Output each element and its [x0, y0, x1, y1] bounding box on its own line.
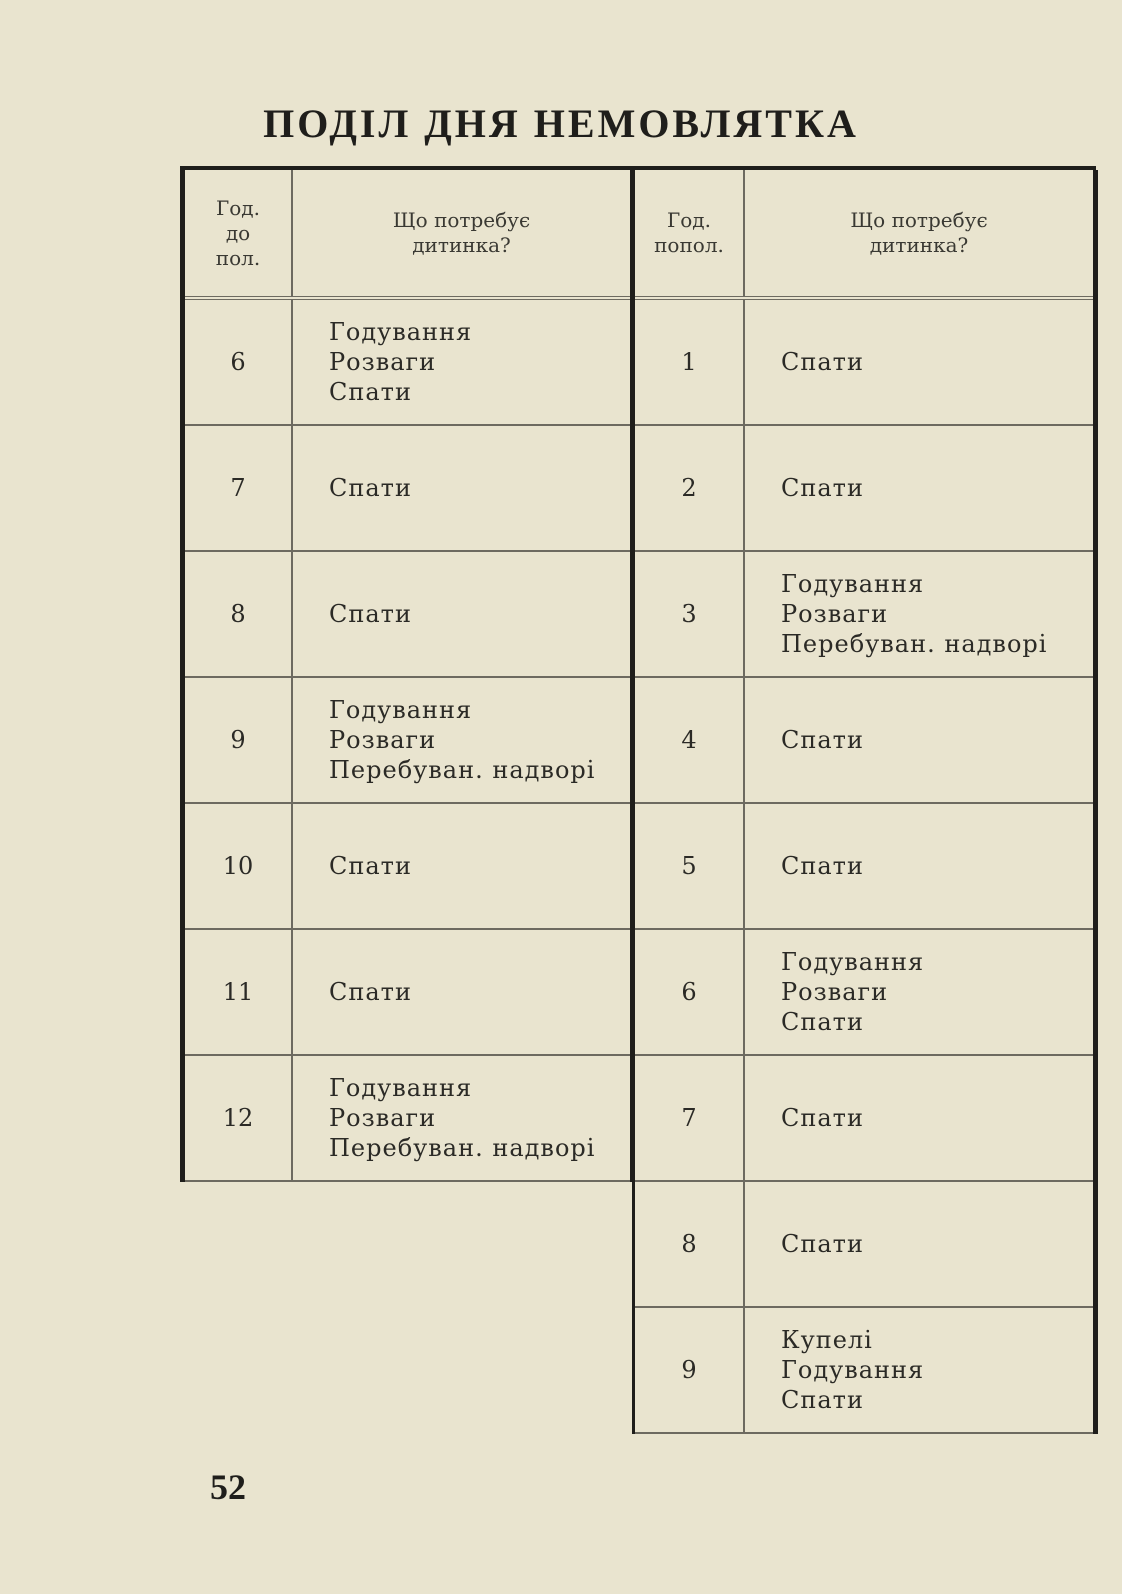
table-row	[185, 1056, 630, 1182]
needs-cell	[293, 804, 630, 928]
needs-cell	[745, 300, 1093, 424]
table-row	[635, 930, 1093, 1056]
need-item: Спати	[781, 726, 864, 754]
need-item: Спати	[781, 474, 864, 502]
table-row	[635, 552, 1093, 678]
hour-value: 1	[681, 348, 697, 376]
schedule-table-morning	[180, 170, 635, 1182]
needs-cell	[745, 1056, 1093, 1180]
need-item: Спати	[781, 1230, 864, 1258]
needs-cell	[293, 1056, 630, 1180]
needs-column-header-text: Що потребує дитинка?	[392, 208, 531, 257]
table-row	[185, 804, 630, 930]
need-item: Спати	[329, 852, 412, 880]
need-item: Годування	[781, 570, 925, 598]
need-item: Розваги	[329, 726, 437, 754]
needs-list	[329, 1073, 595, 1163]
needs-list	[781, 1325, 924, 1415]
needs-list	[781, 569, 1047, 659]
table-row	[635, 426, 1093, 552]
hour-cell	[635, 300, 745, 424]
needs-column-header	[293, 170, 630, 296]
need-item: Спати	[781, 1104, 864, 1132]
need-item: Розваги	[329, 348, 437, 376]
hour-value: 11	[222, 978, 254, 1006]
hour-cell	[635, 552, 745, 676]
hour-cell	[635, 930, 745, 1054]
needs-column-header	[745, 170, 1093, 296]
hour-column-header-text: Год. попол.	[654, 208, 724, 257]
hour-value: 8	[230, 600, 246, 628]
hour-column-header	[185, 170, 293, 296]
table-row	[185, 678, 630, 804]
table-row	[185, 300, 630, 426]
page-title: ПОДІЛ ДНЯ НЕМОВЛЯТКА	[263, 101, 859, 146]
hour-value: 2	[681, 474, 697, 502]
table-row	[185, 930, 630, 1056]
needs-cell	[745, 804, 1093, 928]
need-item: Спати	[781, 1008, 864, 1036]
hour-cell	[185, 426, 293, 550]
hour-column-header-text: Год. до пол.	[215, 195, 261, 270]
table-row	[185, 426, 630, 552]
hour-cell	[635, 1056, 745, 1180]
page-number: 52	[210, 1467, 246, 1507]
hour-value: 7	[681, 1104, 697, 1132]
table-row	[635, 1308, 1093, 1434]
needs-cell	[293, 930, 630, 1054]
table-body	[635, 300, 1093, 1434]
hour-value: 6	[681, 978, 697, 1006]
needs-cell	[293, 426, 630, 550]
need-item: Перебуван. надворі	[781, 630, 1048, 658]
table-header-row	[635, 170, 1093, 300]
hour-value: 6	[230, 348, 246, 376]
hour-cell	[185, 930, 293, 1054]
hour-cell	[185, 804, 293, 928]
need-item: Годування	[781, 948, 925, 976]
needs-cell	[745, 426, 1093, 550]
table-body	[185, 300, 630, 1182]
needs-cell	[293, 678, 630, 802]
hour-value: 8	[681, 1230, 697, 1258]
needs-cell	[745, 930, 1093, 1054]
hour-cell	[635, 1308, 745, 1432]
needs-cell	[745, 552, 1093, 676]
needs-cell	[745, 678, 1093, 802]
hour-value: 5	[681, 852, 697, 880]
hour-value: 12	[222, 1104, 254, 1132]
needs-list	[329, 599, 412, 629]
needs-cell	[745, 1308, 1093, 1432]
hour-cell	[635, 426, 745, 550]
hour-cell	[185, 678, 293, 802]
needs-list	[329, 851, 412, 881]
schedule-table-afternoon	[632, 170, 1098, 1434]
needs-list	[329, 473, 412, 503]
needs-column-header-text: Що потребує дитинка?	[850, 208, 988, 257]
table-row	[635, 1056, 1093, 1182]
hour-cell	[635, 1182, 745, 1306]
need-item: Розваги	[329, 1104, 437, 1132]
needs-list	[781, 1103, 864, 1133]
need-item: Годування	[329, 318, 473, 346]
needs-list	[781, 1229, 864, 1259]
table-row	[635, 1182, 1093, 1308]
table-row	[635, 804, 1093, 930]
hour-value: 9	[681, 1356, 697, 1384]
needs-cell	[745, 1182, 1093, 1306]
need-item: Годування	[329, 696, 473, 724]
hour-value: 4	[681, 726, 697, 754]
need-item: Перебуван. надворі	[329, 756, 596, 784]
need-item: Спати	[329, 378, 412, 406]
table-row	[635, 300, 1093, 426]
hour-value: 3	[681, 600, 697, 628]
need-item: Годування	[781, 1356, 925, 1384]
needs-list	[781, 473, 864, 503]
hour-cell	[185, 1056, 293, 1180]
needs-list	[329, 695, 595, 785]
need-item: Розваги	[781, 600, 889, 628]
hour-column-header	[635, 170, 745, 296]
table-header-row	[185, 170, 630, 300]
needs-cell	[293, 552, 630, 676]
needs-list	[329, 317, 472, 407]
need-item: Годування	[329, 1074, 473, 1102]
need-item: Спати	[781, 852, 864, 880]
needs-list	[781, 851, 864, 881]
table-row	[635, 678, 1093, 804]
hour-cell	[185, 552, 293, 676]
needs-list	[781, 347, 864, 377]
hour-value: 9	[230, 726, 246, 754]
need-item: Купелі	[781, 1326, 873, 1354]
hour-cell	[635, 678, 745, 802]
hour-value: 10	[222, 852, 254, 880]
table-row	[185, 552, 630, 678]
hour-value: 7	[230, 474, 246, 502]
need-item: Спати	[329, 600, 412, 628]
need-item: Розваги	[781, 978, 889, 1006]
needs-cell	[293, 300, 630, 424]
needs-list	[329, 977, 412, 1007]
need-item: Спати	[329, 978, 412, 1006]
need-item: Спати	[329, 474, 412, 502]
hour-cell	[185, 300, 293, 424]
hour-cell	[635, 804, 745, 928]
need-item: Спати	[781, 1386, 864, 1414]
needs-list	[781, 947, 924, 1037]
needs-list	[781, 725, 864, 755]
need-item: Спати	[781, 348, 864, 376]
need-item: Перебуван. надворі	[329, 1134, 596, 1162]
